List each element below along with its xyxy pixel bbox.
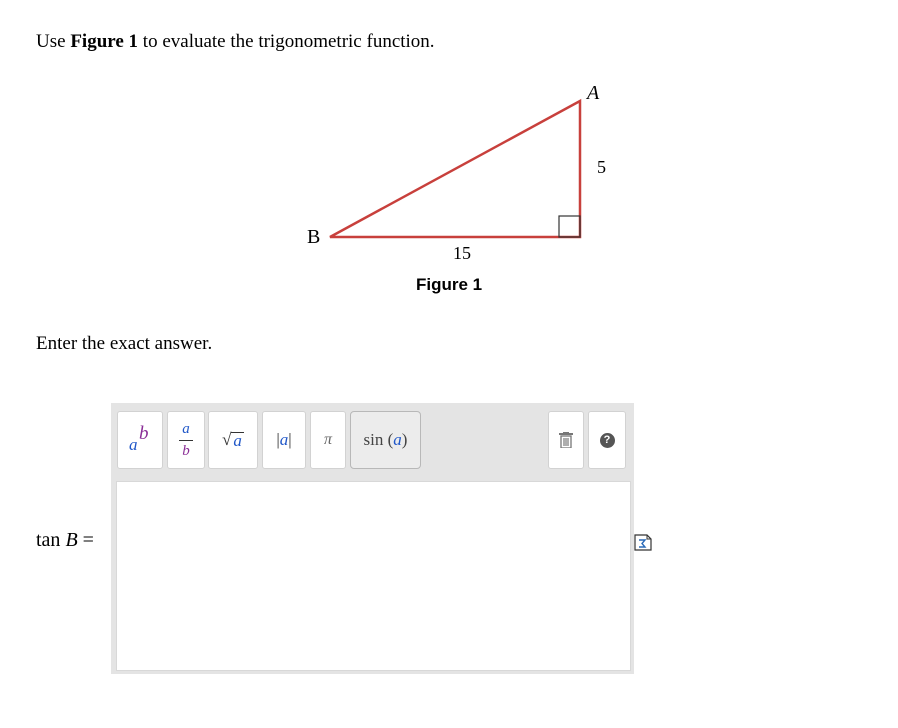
side-length-vertical: 5 xyxy=(597,157,606,177)
question-prefix: Use xyxy=(36,31,66,52)
help-button[interactable] xyxy=(588,411,626,469)
fraction-button[interactable] xyxy=(167,411,205,469)
trash-icon xyxy=(559,432,573,448)
vertex-label-a: A xyxy=(587,82,600,104)
prompt-variable: B xyxy=(65,529,78,551)
math-toolbar xyxy=(111,403,634,481)
instruction-text: Enter the exact answer. xyxy=(36,333,213,354)
right-angle-marker xyxy=(559,216,580,237)
answer-prompt xyxy=(36,528,94,552)
prompt-equals: = xyxy=(82,529,94,551)
sin-button[interactable] xyxy=(350,411,421,469)
side-length-horizontal: 15 xyxy=(453,243,471,263)
equation-editor-icon[interactable] xyxy=(634,533,652,551)
figure-reference: Figure 1 xyxy=(70,31,139,52)
pi-icon: π xyxy=(323,431,332,448)
answer-input[interactable] xyxy=(116,481,631,671)
fraction-icon: a b xyxy=(179,422,193,459)
sin-icon: sin (a) xyxy=(363,430,408,449)
superscript-icon: a b xyxy=(129,423,149,454)
abs-button[interactable] xyxy=(262,411,306,469)
question-suffix: to evaluate the trigonometric function. xyxy=(142,31,435,52)
sqrt-icon: √ a xyxy=(222,430,242,450)
figure-caption: Figure 1 xyxy=(416,275,483,294)
abs-icon: |a| xyxy=(276,430,292,449)
exponent-button[interactable] xyxy=(117,411,163,469)
right-triangle xyxy=(330,101,580,237)
math-editor xyxy=(111,403,634,674)
prompt-function: tan xyxy=(36,529,61,551)
pi-button[interactable] xyxy=(310,411,346,469)
sqrt-button[interactable] xyxy=(208,411,258,469)
trash-button[interactable] xyxy=(548,411,584,469)
help-icon: ? xyxy=(600,433,615,448)
figure-1 xyxy=(0,0,898,330)
vertex-label-b: B xyxy=(307,226,321,248)
